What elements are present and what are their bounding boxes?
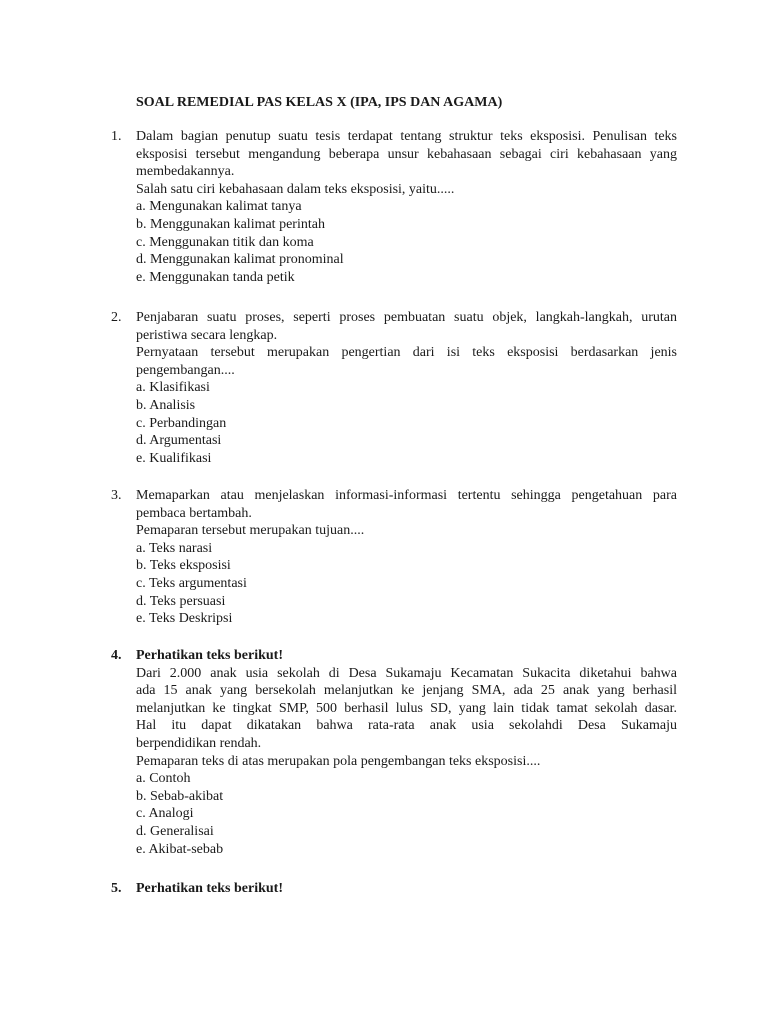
question-body	[136, 647, 677, 858]
answer-option: c. Menggunakan titik dan koma	[136, 234, 314, 250]
question-4	[111, 647, 677, 858]
answer-option: d. Generalisai	[136, 823, 214, 839]
answer-options	[136, 379, 677, 467]
question-number: 4.	[111, 648, 122, 663]
question-text-line: melanjutkan ke tingkat SMP, 500 berhasil lulus SD, yang lain tidak tamat sekolah dasar.	[136, 700, 677, 716]
question-number: 3.	[111, 488, 122, 503]
question-prompt: Pemaparan tersebut merupakan tujuan....	[136, 523, 365, 539]
question-prompt: Pernyataan tersebut merupakan pengertian dari isi teks eksposisi berdasarkan jenis	[136, 345, 677, 361]
question-5	[111, 880, 677, 898]
answer-option: a. Mengunakan kalimat tanya	[136, 199, 302, 215]
question-number: 2.	[111, 310, 122, 325]
question-body	[136, 128, 677, 286]
question-2	[111, 309, 677, 467]
question-text-line: Hal itu dapat dikatakan bahwa rata-rata anak usia sekolahdi Desa Sukamaju	[136, 718, 677, 734]
answer-option: c. Teks argumentasi	[136, 575, 247, 591]
question-text-line: peristiwa secara lengkap.	[136, 327, 278, 343]
question-prompt: pengembangan....	[136, 362, 235, 378]
question-text-line: ada 15 anak yang bersekolah melanjutkan ke jenjang SMA, ada 25 anak yang berhasil	[136, 683, 677, 699]
question-text-line: Memaparkan atau menjelaskan informasi-informasi tertentu sehingga pengetahuan para	[136, 488, 677, 503]
question-body	[136, 880, 677, 898]
question-body	[136, 309, 677, 467]
question-heading: Perhatikan teks berikut!	[136, 881, 283, 896]
answer-option: d. Teks persuasi	[136, 593, 226, 609]
answer-option: e. Akibat-sebab	[136, 841, 224, 857]
answer-option: b. Teks eksposisi	[136, 558, 231, 574]
answer-options	[136, 198, 677, 286]
question-text-line: eksposisi tersebut mengandung beberapa unsur kebahasaan sebagai ciri kebahasaan yang	[136, 146, 677, 162]
answer-option: b. Analisis	[136, 397, 196, 413]
document-title: SOAL REMEDIAL PAS KELAS X (IPA, IPS DAN AGAMA)	[136, 95, 503, 110]
answer-option: c. Analogi	[136, 806, 194, 822]
answer-option: b. Sebab-akibat	[136, 788, 224, 804]
answer-options	[136, 770, 677, 858]
question-text-line: pembaca bertambah.	[136, 505, 252, 521]
answer-option: d. Argumentasi	[136, 433, 222, 449]
question-heading: Perhatikan teks berikut!	[136, 648, 283, 663]
question-text-line: membedakannya.	[136, 164, 235, 180]
answer-option: a. Klasifikasi	[136, 380, 210, 396]
question-3	[111, 487, 677, 628]
question-body	[136, 487, 677, 628]
question-1	[111, 128, 677, 286]
answer-option: c. Perbandingan	[136, 415, 227, 431]
answer-options	[136, 540, 677, 628]
answer-option: a. Contoh	[136, 771, 191, 787]
question-text-line: berpendidikan rendah.	[136, 735, 262, 751]
answer-option: a. Teks narasi	[136, 540, 213, 556]
question-text-line: Dalam bagian penutup suatu tesis terdapat tentang struktur teks eksposisi. Penulisan teks	[136, 129, 677, 144]
question-prompt: Pemaparan teks di atas merupakan pola pengembangan teks eksposisi....	[136, 753, 541, 769]
question-number: 5.	[111, 881, 122, 896]
answer-option: e. Kualifikasi	[136, 450, 212, 466]
answer-option: e. Menggunakan tanda petik	[136, 269, 295, 285]
question-text-line: Penjabaran suatu proses, seperti proses pembuatan suatu objek, langkah-langkah, urutan	[136, 310, 677, 325]
answer-option: b. Menggunakan kalimat perintah	[136, 216, 325, 232]
question-number: 1.	[111, 129, 122, 144]
question-prompt: Salah satu ciri kebahasaan dalam teks eksposisi, yaitu.....	[136, 181, 455, 197]
answer-option: e. Teks Deskripsi	[136, 611, 233, 627]
question-text-line: Dari 2.000 anak usia sekolah di Desa Sukamaju Kecamatan Sukacita diketahui bahwa	[136, 665, 677, 681]
answer-option: d. Menggunakan kalimat pronominal	[136, 252, 344, 268]
